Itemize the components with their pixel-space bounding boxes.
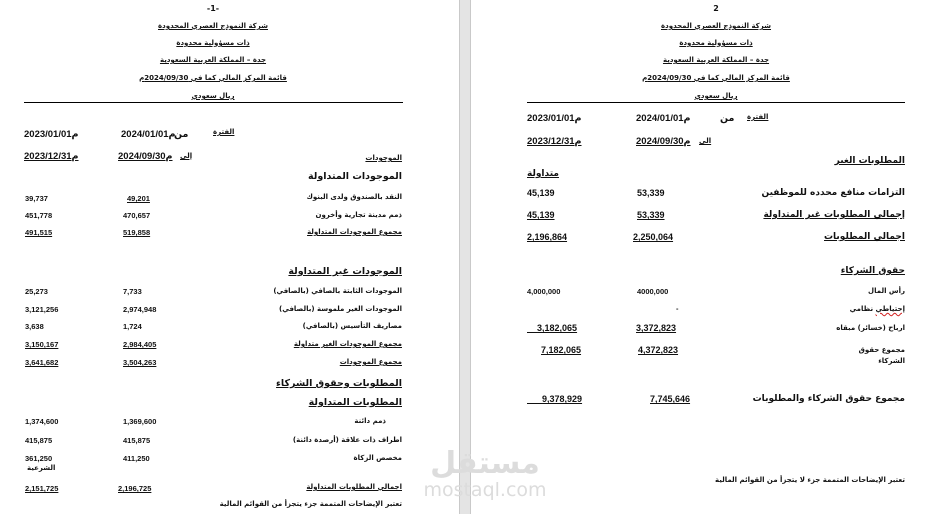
row-current: 4000,000 — [637, 287, 669, 296]
row-current: 3,372,823 — [636, 323, 677, 333]
row-current: 2,196,725 — [118, 484, 152, 493]
footnote: تعتبر الإيضاحات المتممة جزء يتجزأ من القوائم المالية — [219, 500, 402, 508]
row-label: مخصص الزكاة — [353, 454, 402, 462]
row-label: مصاريف التأسيس (بالصافي) — [302, 322, 402, 330]
row-current: 53,339 — [637, 188, 665, 198]
non-current-assets-heading: الموجودات غير المتداولة — [288, 266, 402, 277]
row-current: 1,724 — [123, 322, 142, 331]
prior-to-date: 2023/12/31م — [527, 136, 582, 147]
prior-to-date: 2023/12/31م — [24, 151, 79, 162]
liabilities-equity-heading: المطلوبات وحقوق الشركاء — [276, 378, 402, 389]
row-current: 7,733 — [123, 287, 142, 296]
row-prior: 2,151,725 — [25, 484, 59, 493]
row-current: 4,372,823 — [638, 345, 679, 355]
location: جدة – المملكة العربية السعودية — [662, 56, 770, 64]
row-current: 1,369,600 — [123, 417, 157, 426]
current-liabilities-heading: المطلوبات المتداولة — [308, 397, 402, 408]
watermark-arabic: مستقل — [430, 446, 540, 481]
page-number: 2 — [713, 4, 719, 13]
row-prior: 3,121,256 — [25, 305, 59, 314]
header-divider — [24, 102, 403, 103]
row-current: 519,858 — [123, 228, 151, 237]
period-from-word: من — [174, 129, 189, 140]
row-prior: 1,374,600 — [25, 417, 59, 426]
row-label: ارباح (خسائر) مبقاه — [836, 324, 905, 332]
row-prior: 3,150,167 — [25, 340, 59, 349]
total-equity-liabilities-current: 7,745,646 — [650, 394, 691, 404]
legal-form: ذات مسؤولية محدودة — [679, 39, 753, 47]
row-current: 2,984,405 — [123, 340, 157, 349]
footnote: تعتبر الإيضاحات المتممة جزء لا يتجزأ من القوائم المالية — [715, 476, 905, 484]
total-equity-liabilities-label: مجموع حقوق الشركاء والمطلوبات — [752, 394, 905, 404]
row-prior-value: 3,182,065 — [537, 323, 578, 333]
row-current: 2,250,064 — [633, 232, 674, 242]
row-prior — [527, 324, 577, 333]
period-label: الفترة — [213, 128, 235, 136]
row-label: التزامات منافع محدده للموظفين — [761, 188, 905, 198]
row-label: ذمم مدينة تجارية وأخرون — [315, 211, 402, 219]
row-current: 49,201 — [127, 194, 150, 203]
assets-heading: الموجودات — [365, 154, 402, 162]
row-label-total: مجموع الموجودات المتداولة — [307, 228, 402, 236]
row-label — [850, 306, 905, 313]
current-from-date: 2024/01/01م — [636, 113, 691, 124]
row-prior: 491,515 — [25, 228, 53, 237]
row-prior: 4,000,000 — [527, 287, 561, 296]
row-label: الموجودات الثابتة بالصافي (بالصافي) — [273, 287, 402, 295]
company-name: شركة النموذج العصري المحدودة — [660, 22, 772, 30]
page-number: -1- — [206, 4, 220, 13]
row-label: الموجودات الغير ملموسة (بالصافي) — [279, 305, 402, 313]
header-divider — [527, 102, 905, 103]
row-current: - — [676, 304, 679, 313]
row-label: ذمم دائنة — [354, 417, 386, 425]
period-to-word: إلى — [180, 152, 193, 160]
row-label-total: اجمالي المطلوبات المتداولة — [306, 483, 402, 491]
spellcheck-flagged-word[interactable]: إحتياطي — [875, 305, 905, 313]
document-page-1 — [0, 0, 459, 514]
row-label-total: مجموع الموجودات — [339, 358, 402, 366]
non-current-liabilities-heading-cont: متداولة — [527, 169, 559, 179]
row-prior: 361,250 — [25, 454, 53, 463]
prior-from-date: 2023/01/01م — [527, 113, 582, 124]
current-to-date: 2024/09/30م — [118, 151, 173, 162]
period-to-word: الى — [699, 137, 712, 145]
current-to-date: 2024/09/30م — [636, 136, 691, 147]
zakat-overflow-text: الشرعية — [27, 464, 56, 472]
prior-from-date: 2023/01/01م — [24, 129, 79, 140]
row-label-total: اجمالي المطلوبات — [824, 232, 905, 242]
row-label: مجموع حقوق — [858, 346, 905, 354]
row-label: اطراف ذات علاقة (أرصدة دائنة) — [292, 436, 402, 444]
row-prior: 45,139 — [527, 210, 555, 220]
statement-title: قائمة المركز المالي كما في 2024/09/30م — [139, 74, 287, 82]
row-label: النقد بالصندوق ولدى البنوك — [306, 193, 402, 201]
row-current: 2,974,948 — [123, 305, 157, 314]
company-name: شركة النموذج العصري المحدودة — [157, 22, 269, 30]
row-current: 411,250 — [123, 454, 150, 463]
total-prior-value: 9,378,929 — [542, 394, 583, 404]
row-current: 3,504,263 — [123, 358, 157, 367]
row-label-rest: نظامي — [849, 305, 874, 313]
current-from-date: 2024/01/01م — [121, 129, 176, 140]
currency-label: ريال سعودي — [191, 92, 235, 100]
location: جدة – المملكة العربية السعودية — [159, 56, 267, 64]
row-prior: 7,182,065 — [541, 345, 582, 355]
row-current: 415,875 — [123, 436, 151, 445]
document-page-2 — [471, 0, 948, 514]
row-current: 53,339 — [637, 210, 665, 220]
statement-title: قائمة المركز المالي كما في 2024/09/30م — [642, 74, 790, 82]
row-prior: 2,196,864 — [527, 232, 568, 242]
period-from-word: من — [720, 113, 735, 124]
current-assets-heading: الموجودات المتداولة — [308, 171, 402, 182]
row-label-total: إجمالي المطلوبات غير المتداولة — [763, 210, 905, 220]
row-label-total: مجموع الموجودات الغير متداولة — [293, 340, 402, 348]
non-current-liabilities-heading: المطلوبات الغير — [834, 156, 905, 166]
currency-label: ريال سعودي — [694, 92, 738, 100]
row-prior: 45,139 — [527, 188, 555, 198]
equity-heading: حقوق الشركاء — [840, 266, 905, 276]
row-current: 470,657 — [123, 211, 151, 220]
row-prior: 3,638 — [25, 322, 44, 331]
row-label-cont: الشركاء — [878, 357, 905, 365]
legal-form: ذات مسؤولية محدودة — [176, 39, 250, 47]
row-prior: 415,875 — [25, 436, 53, 445]
row-prior: 39,737 — [25, 194, 48, 203]
row-prior: 3,641,682 — [25, 358, 59, 367]
period-label: الفترة — [747, 113, 769, 121]
row-prior: 451,778 — [25, 211, 53, 220]
watermark-latin: mostaql.com — [423, 479, 547, 501]
row-label: رأس المال — [868, 287, 905, 295]
total-equity-liabilities-prior — [527, 395, 582, 404]
page-gutter — [459, 0, 471, 514]
row-prior: 25,273 — [25, 287, 48, 296]
